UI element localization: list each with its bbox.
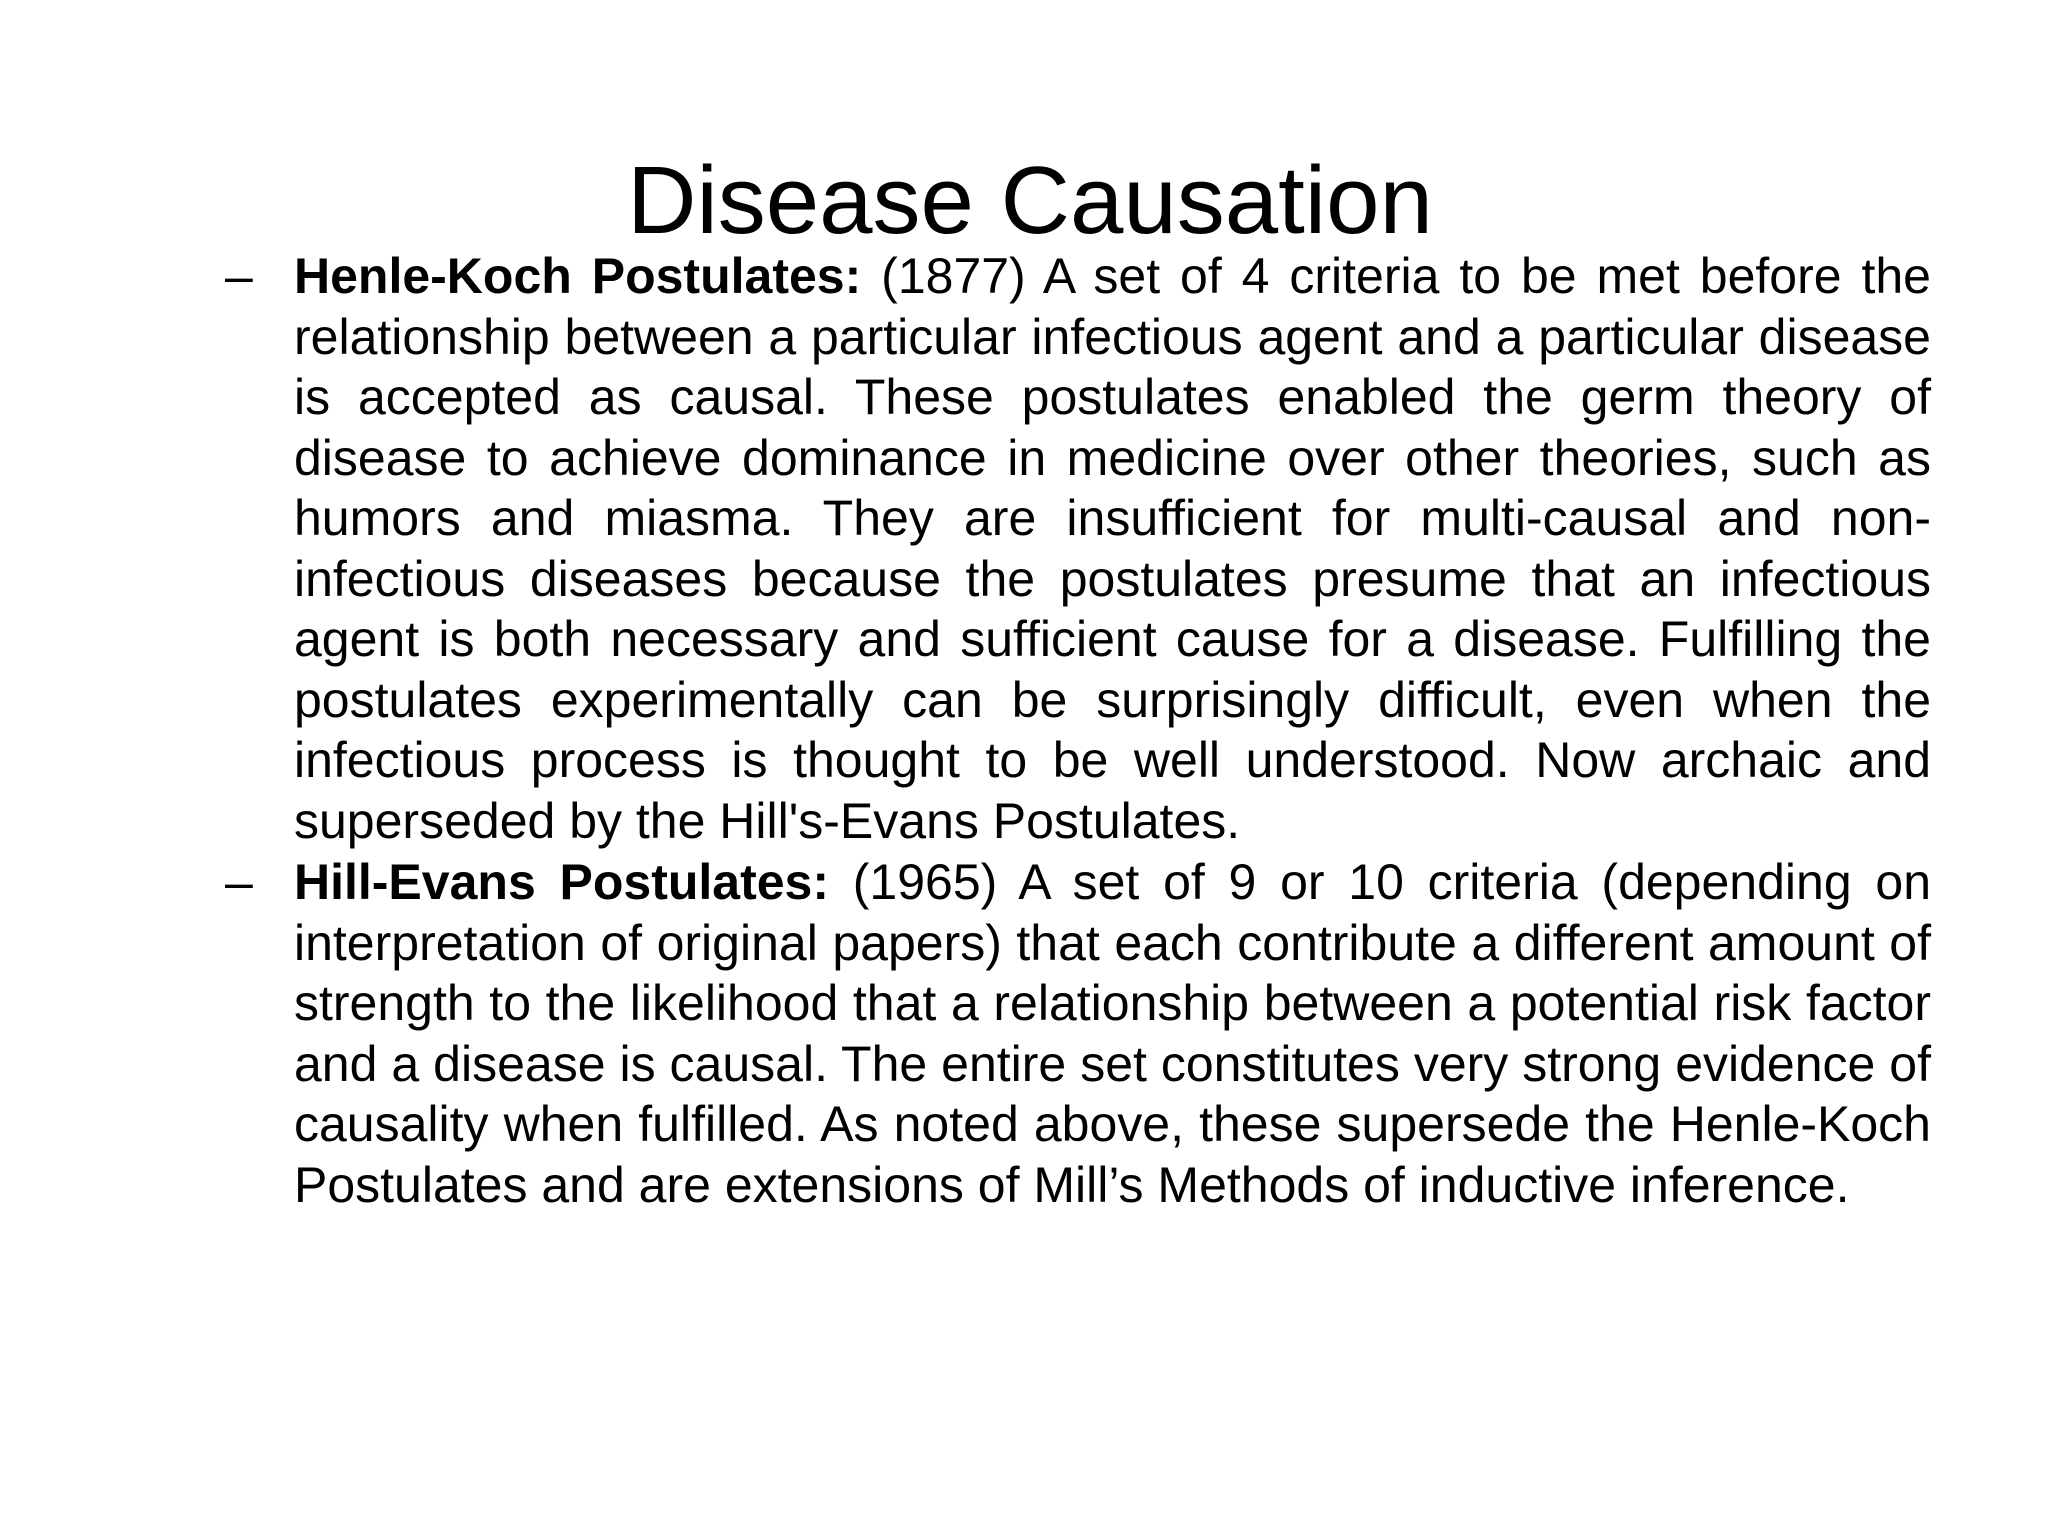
bullet-dash: – (225, 248, 253, 304)
bullet-henle-koch (225, 246, 1931, 851)
slide-title: Disease Causation (627, 147, 1433, 255)
bullet-term: Hill-Evans Postulates: (294, 854, 830, 910)
bullet-text: (1877) A set of 4 criteria to be met before the relationship between a particular infectious agent and a particular disease is accepted as causal. These postulates enabled the germ theory of disease to achieve dominance in medicine over other theories, such as humors and miasma. They are insufficient for multi-causal and non-infectious diseases because the postulates presume that an infectious agent is both necessary and sufficient cause for a disease. Fulfilling the postulates experimentally can be surprisingly difficult, even when the infectious process is thought to be well understood. Now archaic and superseded by the Hill's-Evans Postulates. (294, 248, 1931, 849)
bullet-term: Henle-Koch Postulates: (294, 248, 862, 304)
bullet-dash: – (225, 854, 253, 910)
bullet-hill-evans (225, 852, 1931, 1215)
bullet-list (225, 246, 1931, 1216)
bullet-text: (1965) A set of 9 or 10 criteria (depending on interpretation of original papers) that each contribute a different amount of strength to the likelihood that a relationship between a potential risk factor and a disease is causal. The entire set constitutes very strong evidence of causality when fulfilled. As noted above, these supersede the Henle-Koch Postulates and are extensions of Mill’s Methods of inductive inference. (294, 854, 1931, 1213)
